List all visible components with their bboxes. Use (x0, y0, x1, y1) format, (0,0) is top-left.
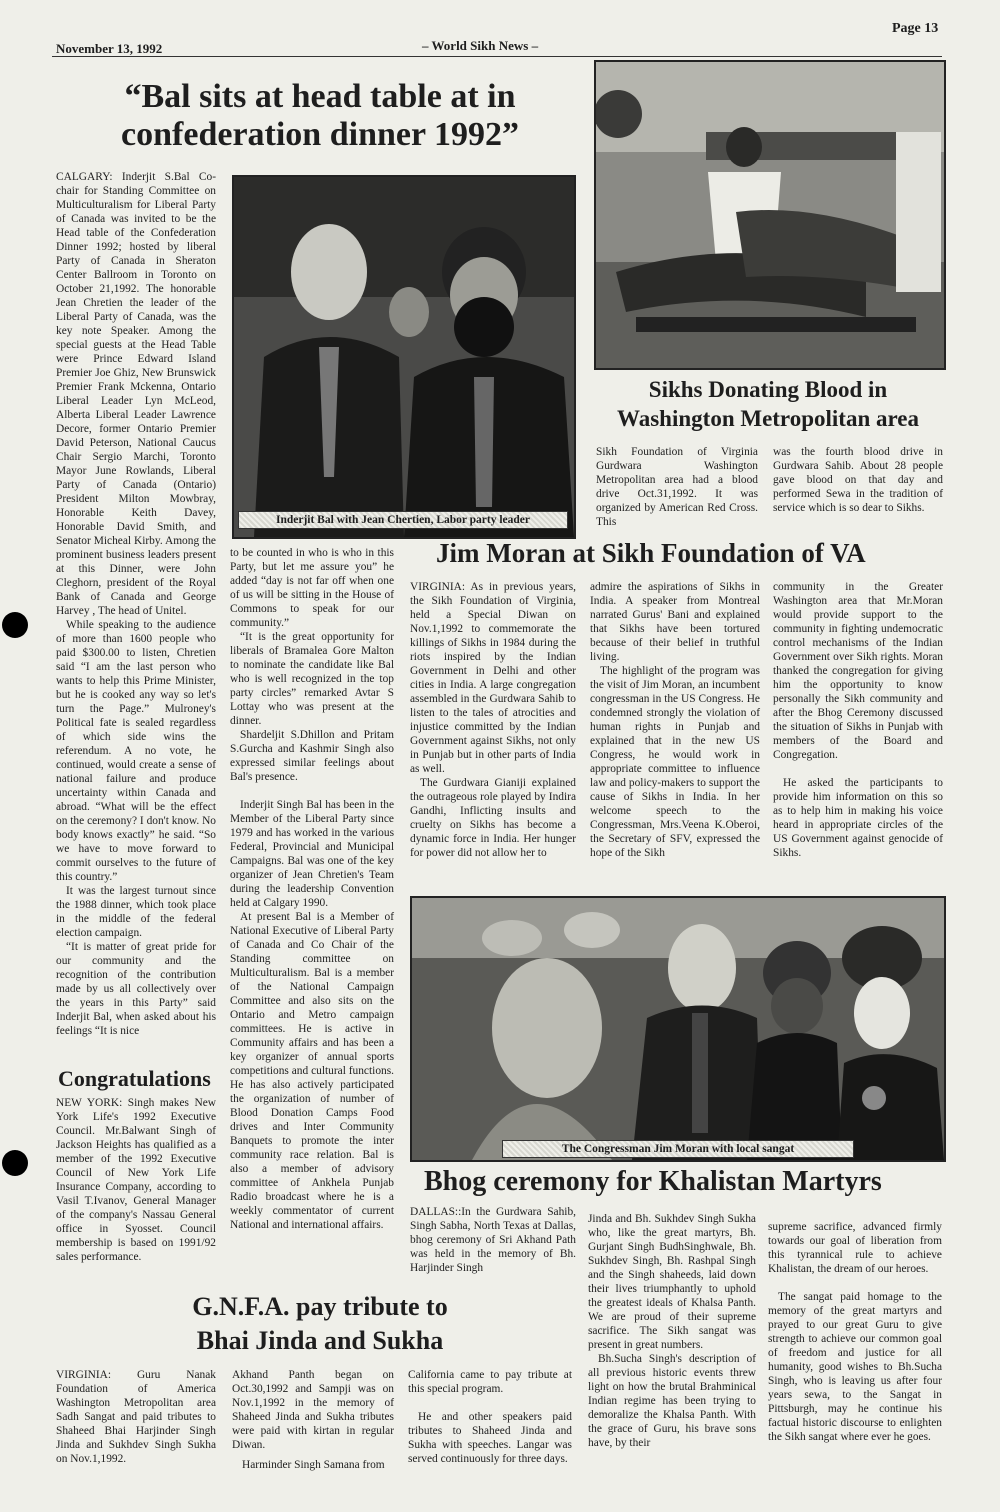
bhog-paragraph: supreme sacrifice, advanced firmly towards our goal of liberation from this tyrannical rule to achieve Khalistan, the dream of our heroes. (768, 1221, 942, 1275)
gnfa-paragraph: Harminder Singh Samana from (242, 1459, 385, 1471)
moran-photo (410, 896, 946, 1162)
blood-drive-paragraph: Sikh Foundation of Virginia Gurdwara Washington Metropolitan area had a blood drive Oct.31,1992. It was organized by American Red Cross. This (596, 446, 758, 528)
blood-drive-paragraph: was the fourth blood drive in Gurdwara Sahib. About 28 people gave blood on that day and performed Sewa in the tradition of service which is so dear to Sikhs. (773, 446, 943, 514)
bal-photo (232, 175, 576, 539)
moran-paragraph: community in the Greater Washington area that Mr.Moran would provide support to the community in fighting undemocratic control mechanisms of the Indian Government over Sikh rights. Moran thanked the congregation for giving him the opportunity to know personally the Sikh community and after the Bhog Ceremony discussed the situation of Sikhs in Punjab with members of the Board and Congregation. (773, 581, 943, 761)
moran-paragraph: He asked the participants to provide him information on this so as to help him in making his voice heard in appropriate circles of the US Government against genocide of Sikhs. (773, 777, 943, 859)
moran-photo-caption: The Congressman Jim Moran with local sangat (502, 1140, 854, 1158)
blood-drive-photo (594, 60, 946, 370)
bal-paragraph: Inderjit Singh Bal has been in the Member of the Liberal Party since 1979 and has worked in the various Federal, Provincial and Municipal Campaigns. Bal was one of the key organizer of Jean Chretien's Team during the leadership Convention held at Calgary 1990. (230, 799, 394, 909)
bal-photo-caption: Inderjit Bal with Jean Chertien, Labor party leader (238, 511, 568, 529)
bal-paragraph: It was the largest turnout since the 1988 dinner, which took place in the middle of the federal election campaign. (56, 885, 216, 939)
gnfa-headline-line-1: G.N.F.A. pay tribute to (192, 1292, 448, 1321)
blood-drive-column-1 (596, 445, 758, 529)
blood-drive-column-2 (773, 445, 943, 515)
gnfa-paragraph: VIRGINIA: Guru Nanak Foundation of America Washington Metropolitan area Sadh Sangat and paid tributes to Shaheed Bhai Harjinder Singh Jinda and Sukhdev Singh Sukha on Nov.1,1992. (56, 1369, 216, 1465)
bal-paragraph: CALGARY: Inderjit S.Bal Co-chair for Standing Committee on Multiculturalism for Liberal Party of Canada was invited to be the Head table of the Confederation Dinner 1992; hosted by liberal Party of Canada in Sheraton Center Ballroom in Toronto on October 21,1992. The honorable Jean Chretien the leader of the Liberal Party of Canada, was the key note Speaker. Among the special guests at the Head Table were Prince Edward Island Premier Joe Ghiz, New Brunswick Premier Frank Mckenna, Ontario Liberal Leader Lyn McLeod, Alberta Liberal Leader Lawrence Decore, former Ontario Premier David Peterson, National Caucus Chair Sergio Marchi, Toronto Mayor June Rowlands, Liberal Party of Canada (Ontario) President Milton Mowbray, Honorable Keith Davey, Honorable David Smith, and Senator Micheal Kirby. Among the prominent business leaders present at this Dinner, were John Cleghorn, president of the Royal Bank of Canada and George Harvey , The head of Unitel. (56, 171, 216, 617)
bal-paragraph: “It is the great opportunity for liberals of Bramalea Gore Malton to nominate the candidate like Bal who is well recognized in the top party circles” remarked Avtar S Lottay who was present at the dinner. (230, 631, 394, 727)
newspaper-name: – World Sikh News – (422, 38, 539, 53)
gnfa-column-1 (56, 1368, 216, 1466)
gnfa-paragraph: California came to pay tribute at this special program. (408, 1369, 572, 1395)
bal-column-1 (56, 170, 216, 1038)
gnfa-column-3 (408, 1368, 572, 1466)
bhog-column-3 (768, 1220, 942, 1444)
congratulations-paragraph: NEW YORK: Singh makes New York Life's 1992 Executive Council. Mr.Balwant Singh of Jackson Heights has qualified as a member of the 1992 Executive Council of New York Life Insurance Company, according to Vasil T.Ivanov, General Manager of the company's Nassau General office in Syosset. Council membership is based on 1991/92 sales performance. (56, 1097, 216, 1263)
bhog-paragraph: DALLAS::In the Gurdwara Sahib, Singh Sabha, North Texas at Dallas, bhog ceremony of Sri Akhand Path was held in the memory of Bh. Harjinder Singh (410, 1206, 576, 1274)
bal-paragraph: “It is matter of great pride for our community and the recognition of the contribution made by us all collectively over the years in this Party” said Inderjit Bal, when asked about his feelings “It is nice (56, 941, 216, 1037)
bal-column-2 (230, 546, 394, 1232)
moran-paragraph: VIRGINIA: As in previous years, the Sikh Foundation of Virginia, held a Special Diwan on Nov.1,1992 to commemorate the killings of Sikhs in 1984 during the riots inspired by the Indian Government in Delhi and other cities in India. A large congregation assembled in the Gurdwara Sahib to listen to the tales of atrocities and injustice committed by the Indian Government against Sikhs, not only in Punjab but in other parts of India as well. (410, 581, 576, 775)
bal-paragraph: While speaking to the audience of more than 1600 people who paid $300.00 to listen, Chretien said “I am the last person who wants to help this Prime Minister, but he is cooked any way so let's turn the Page.” Mulroney's Political fate is sealed regardless of which side wins the referendum. A no vote, he continued, would create a sense of national failure and produce uncertainty within Canada and abroad. “What will be the effect on the ceremony? I don't know. No body knows exactly” he said. “So we have to move forward to commit ourselves to the future of this country.” (56, 619, 216, 883)
bhog-column-1 (410, 1205, 576, 1275)
moran-column-3 (773, 580, 943, 860)
bhog-paragraph: The sangat paid homage to the memory of the great martyrs and prayed to our great Guru to give strength to achieve our common goal of freedom and justice for all humanity, good wishes to Bh.Sucha Singh, who is leaving us after four years sewa, to the Sangat in Pittsburgh, may he continue his factual historic discourse to enlighten the Sikh sangat where ever he goes. (768, 1291, 942, 1443)
bhog-paragraph: Bh.Sucha Singh's description of all previous historic events threw light on how the brutal Brahminical Indian regime has been trying to demoralize the Khalsa Panth. With the grace of Guru, his brave sons have, by their (588, 1353, 756, 1449)
gnfa-paragraph: He and other speakers paid tributes to Shaheed Jinda and Sukha with speeches. Langar was served continuously for three days. (408, 1411, 572, 1465)
gnfa-headline (130, 1290, 510, 1358)
bhog-headline: Bhog ceremony for Khalistan Martyrs (424, 1166, 882, 1197)
gnfa-column-2 (232, 1368, 394, 1472)
issue-date: November 13, 1992 (56, 41, 163, 56)
binder-hole (2, 1150, 28, 1176)
moran-paragraph: The Gurdwara Gianiji explained the outrageous role played by Indira Gandhi, Inflicting insults and cruelty on Sikhs has become a dynamic force in India. Her hunger for power did not allow her to (410, 777, 576, 859)
moran-column-2 (590, 580, 760, 860)
binder-hole (2, 612, 28, 638)
header-rule (52, 56, 942, 57)
bal-paragraph: to be counted in who is who in this Party, but let me assure you” he added “day is not far off when one of us will be sitting in the House of Commons to speak for our community.” (230, 547, 394, 629)
congratulations-headline: Congratulations (58, 1066, 211, 1091)
bhog-column-2 (588, 1212, 756, 1450)
bal-paragraph: Shardeljit S.Dhillon and Pritam S.Gurcha and Kashmir Singh also expressed similar feelings about Bal's presence. (230, 729, 394, 783)
bhog-paragraph: Jinda and Bh. Sukhdev Singh Sukha who, like the great martyrs, Bh. Gurjant Singh BudhSinghwale, Bh. Sukhdev Singh, Bh. Rashpal Singh and the Singh shaheeds, laid down their lives triumphantly to uphold the greatest ideals of Khalsa Panth. We are proud of their supreme sacrifice. The Sikh sangat was present in great numbers. (588, 1213, 756, 1351)
moran-paragraph: admire the aspirations of Sikhs in India. A speaker from Montreal narrated Gurus' Bani and explained that Sikhs have been tortured because of their belief in truthful living. (590, 581, 760, 663)
moran-headline: Jim Moran at Sikh Foundation of VA (436, 538, 866, 568)
moran-column-1 (410, 580, 576, 860)
moran-paragraph: The highlight of the program was the visit of Jim Moran, an incumbent congressman in the US Congress. He condemned strongly the violation of human rights in Punjab and explained that in the new US Congress, he would work in appropriate committee to influence law and policy-makers to support the cause of Sikhs in India. In her welcome speech to the Congressman, Mrs.Veena K.Oberoi, the Secretary of SFV, expressed the hope of the Sikh (590, 665, 760, 859)
gnfa-paragraph: Akhand Panth began on Oct.30,1992 and Sampji was on Nov.1,1992 in the memory of Shaheed Jinda and Sukha tributes were paid with kirtan in regular Diwan. (232, 1369, 394, 1451)
bal-paragraph: At present Bal is a Member of National Executive of Liberal Party of Canada and Co Chair of the Standing committee on Multiculturalism. Bal is a member of the National Campaign Committee and also sits on the Ontario and Metro campaign committees. He is active in Community affairs and has been a key organizer of annual sports competitions and cultural functions. He has also actively participated the organization of number of Blood Donation Camps Food drives and Inter Community Banquets to promote the inter community race relation. Bal is also a member of advisory committee of Ankhela Punjab Radio broadcast where he is a weekly commentator of current National and international affairs. (230, 911, 394, 1231)
blood-drive-headline: Sikhs Donating Blood in Washington Metropolitan area (617, 377, 919, 431)
bal-headline: “Bal sits at head table at in confederation dinner 1992” (121, 78, 519, 153)
congratulations-column (56, 1096, 216, 1264)
gnfa-headline-line-2: Bhai Jinda and Sukha (196, 1326, 444, 1355)
page-number: Page 13 (892, 21, 939, 36)
